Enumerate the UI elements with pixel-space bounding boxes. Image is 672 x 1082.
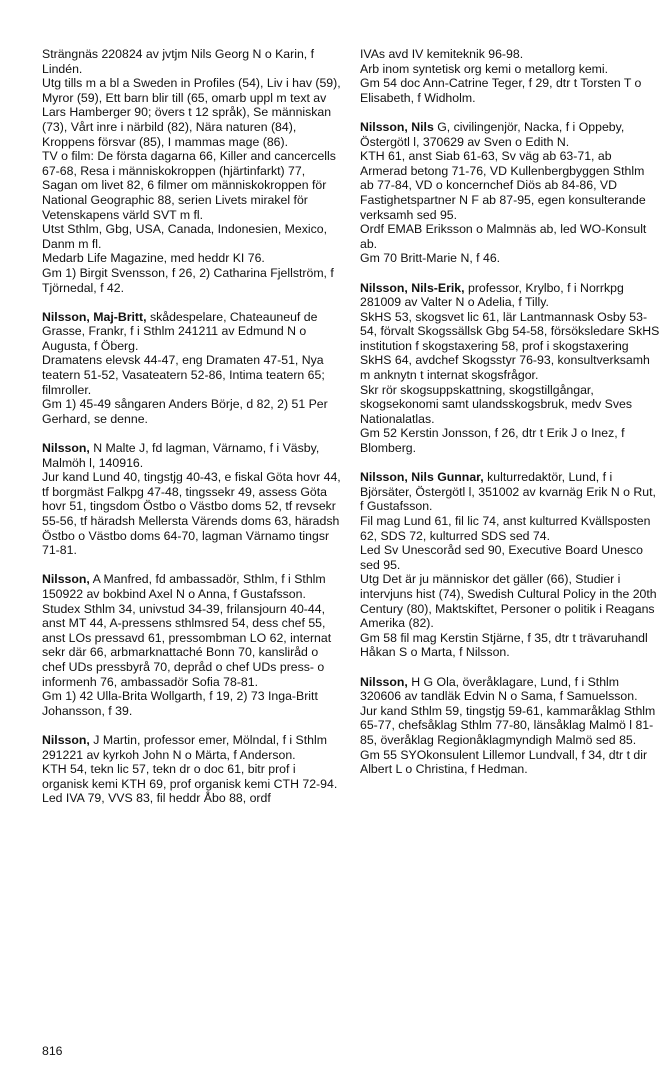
entry-paragraph: Studex Sthlm 34, univstud 34-39, frilansjourn 40-44, anst MT 44, A-pressens sthlmsred 54, dess chef 55, anst LOs pressavd 61, pressombman LO 62, internat sekr där 66, arbmarknattaché Bonn 70, kanslіråd o chef UDs pressbyrå 70, depråd o chef UDs press- o informenh 76, ambassadör Sofia 78-81. [42,601,332,689]
entry-heading-line [360,281,660,310]
entry-surname: Nilsson, [42,732,90,747]
biography-entry [42,733,342,806]
entry-paragraph: Ordf EMAB Eriksson o Malmnäs ab, led WO-Konsult ab. [360,222,647,251]
entry-heading-line [360,675,660,704]
entry-surname: Nilsson, Maj-Britt, [42,309,147,324]
right-column [360,47,660,791]
entry-paragraph: Medarb Life Magazine, med heddr KI 76. [42,251,265,266]
entry-paragraph: Gm 1) Birgit Svensson, f 26, 2) Catharina Fjellström, f Tjörnedal, f 42. [42,265,334,295]
biography-entry [42,47,342,295]
biography-entry [360,675,660,777]
biography-entry [42,572,342,718]
entry-paragraph: Gm 1) 42 Ulla-Brita Wollgarth, f 19, 2) 73 Inga-Britt Johansson, f 39. [42,689,318,718]
entry-intro: kulturredaktör, Lund, f i Björsäter, Östergötl l, 351002 av kvarnäg Erik N o Rut, f Gustafsson. [360,470,656,514]
entry-paragraph: KTH 54, tekn lic 57, tekn dr o doc 61, bitr prof i organisk kemi KTH 69, prof organisk kemi CTH 72-94. [42,762,338,791]
entry-paragraph: Gm 58 fil mag Kerstin Stjärne, f 35, dtr t trävaruhandl Håkan S o Marta, f Nilsson. [360,630,648,660]
entry-intro: professor, Krylbo, f i Norrkpg 281009 av Valter N o Adelia, f Tilly. [360,280,624,310]
entry-surname: Nilsson, Nils-Erik, [360,280,465,295]
entry-heading-line [42,572,342,601]
entry-surname: Nilsson, [42,572,90,587]
entry-paragraph: Gm 54 doc Ann-Catrine Teger, f 29, dtr t Torsten T o Elisabeth, f Widholm. [360,76,642,105]
entry-paragraph: Gm 55 SYOkonsulent Lillemor Lundvall, f 34, dtr t dir Albert L o Christina, f Hedman. [360,747,648,777]
entry-paragraph: Fil mag Lund 61, fil lic 74, anst kulturred Kvällsposten 62, SDS 72, kulturred SDS sed 74. [360,514,651,543]
entry-paragraph: KTH 61, anst Siab 61-63, Sv väg ab 63-71, ab Armerad betong 71-76, VD Kullenbergbyggen Sthlm ab 77-84, VD o koncernchef Diös ab 84-86, VD Fastighetspartner N F ab 87-95, egen konsulterande verksamh sed 95. [360,149,646,222]
entry-paragraph: Strängnäs 220824 av jvtjm Nils Georg N o Karin, f Lindén. [42,47,315,76]
entry-paragraph: Gm 70 Britt-Marie N, f 46. [360,251,501,266]
entry-intro: G, civilingenjör, Nacka, f i Oppeby, Östergötl l, 370629 av Sven o Edith N. [360,119,625,149]
entry-paragraph: Utst Sthlm, Gbg, USA, Canada, Indonesien, Mexico, Danm m fl. [42,222,328,251]
entry-paragraph: Utg tills m a bl a Sweden in Profiles (54), Liv i hav (59), Myror (59), Ett barn blir till (65, omarb uppl m text av Lars Hamberger 90; övers t 12 språk), Se människan (73), Vårt inre i närbild (82), Nära naturen (84), Kroppens försvar (85), I mammas mage (86). [42,76,341,149]
entry-paragraph: Led IVA 79, VVS 83, fil heddr Åbo 88, ordf [42,791,271,806]
entry-paragraph: Arb inom syntetisk org kemi o metallorg kemi. [360,61,609,76]
biography-entry [360,120,660,266]
entry-paragraph: IVAs avd IV kemiteknik 96-98. [360,47,524,61]
entry-heading-line [42,441,342,470]
entry-surname: Nilsson, Nils [360,119,434,134]
entry-heading-line [42,733,342,762]
entry-paragraph: Gm 1) 45-49 sångaren Anders Börje, d 82, 2) 51 Per Gerhard, se denne. [42,397,328,426]
entry-surname: Nilsson, [42,441,90,456]
entry-intro: skådespelare, Chateauneuf de Grasse, Frankr, f i Sthlm 241211 av Edmund N o Augusta, f Öberg. [42,309,318,353]
entry-intro: J Martin, professor emer, Mölndal, f i Sthlm 291221 av kyrkoh John N o Märta, f Anderson. [42,732,327,762]
left-column [42,47,342,820]
entry-paragraph: SkHS 53, skogsvet lic 61, lär Lantmannask Osby 53-54, förvalt Skogssällsk Gbg 54-58, försöksledare SkHS institution f skogstaxering 58, prof i skogstaxering SkHS 64, avdchef Skogsstyr 76-93, konsultverksamh m anknytn t internat skogsfrågor. [360,309,660,383]
biography-entry [42,441,342,558]
entry-paragraph: Jur kand Sthlm 59, tingstjg 59-61, kammaråklag Sthlm 65-77, chefsåklag Sthlm 77-80, länsåklag Malmö l 81-85, överåklag Regionåklagmyndigh Malmö sed 85. [360,703,656,747]
entry-paragraph: Jur kand Lund 40, tingstjg 40-43, e fiskal Göta hovr 44, tf borgmäst Falkpg 47-48, tingssekr 49, assess Göta hovr 51, tingsdom Östbo o Västbo doms 52, tf revsekr 55-56, tf häradsh Mellersta Värends doms 63, häradsh Östbo o Västbo doms 64-70, lagman Värnamo tingsr 71-81. [42,470,341,558]
entry-heading-line [360,470,660,514]
biography-entry [360,470,660,660]
entry-paragraph: Utg Det är ju människor det gäller (66), Studier i intervjuns hist (74), Swedish Cultural Policy in the 20th Century (80), Maktskiftet, Personer o politik i Reagans Amerika (82). [360,572,657,631]
entry-heading-line [42,310,342,354]
biography-entry [360,47,660,105]
entry-paragraph: Skr rör skogsuppskattning, skogstillgångar, skogsekonomi samt ulandsskogsbruk, medv Sves Nationalatlas. [360,382,633,426]
page-number: 816 [42,1044,63,1058]
biography-entry [42,310,342,427]
entry-paragraph: TV o film: De första dagarna 66, Killer and cancercells 67-68, Resa i människokroppen (hjärtinfarkt) 77, Sagan om livet 82, 6 filmer om människokroppen för National Geographic 88, serien Livets mirakel för Vetenskapens värld SVT m fl. [42,149,336,222]
entry-paragraph: Dramatens elevsk 44-47, eng Dramaten 47-51, Nya teatern 51-52, Vasateatern 52-86, Intima teatern 65; filmroller. [42,353,325,397]
entry-intro: H G Ola, överåklagare, Lund, f i Sthlm 320606 av tandläk Edvin N o Sama, f Samuelsson. [360,674,638,704]
entry-heading-line [360,120,660,149]
entry-surname: Nilsson, Nils Gunnar, [360,470,484,485]
entry-intro: N Malte J, fd lagman, Värnamo, f i Väsby, Malmöh l, 140916. [42,441,320,470]
biography-entry [360,281,660,456]
entry-paragraph: Gm 52 Kerstin Jonsson, f 26, dtr t Erik J o Inez, f Blomberg. [360,426,625,456]
entry-paragraph: Led Sv Unescoråd sed 90, Executive Board Unesco sed 95. [360,543,643,572]
entry-surname: Nilsson, [360,674,408,689]
entry-intro: A Manfred, fd ambassadör, Sthlm, f i Sthlm 150922 av bokbind Axel N o Anna, f Gustafsson. [42,572,326,601]
